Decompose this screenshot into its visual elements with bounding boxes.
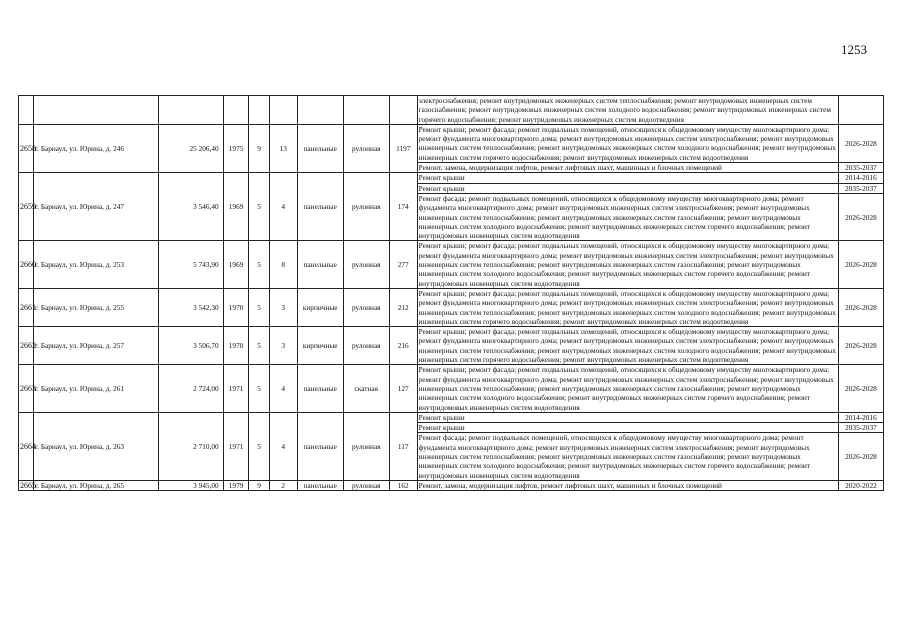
row-work-period: 2035-2037 bbox=[838, 423, 883, 433]
row-residents: 277 bbox=[389, 241, 417, 289]
row-work-period: 2026-2028 bbox=[838, 124, 883, 162]
row-work-description: Ремонт крыши; ремонт фасада; ремонт подвальных помещений, относящихся к общедомовому имуществу многоквартирного дома; ремонт фундамента многоквартирного дома; ремонт внутридомовых инженерных систем электроснабжения; ремонт внутридомовых инженерных систем теплоснабжения; ремонт внутридомовых инженерных систем газоснабжения; ремонт внутридомовых инженерных систем холодного водоснабжения; ремонт внутридомовых инженерных систем горячего водоснабжения; ремонт внутридомовых инженерных систем водоотведения bbox=[417, 365, 838, 413]
row-work-period: 2035-2037 bbox=[838, 163, 883, 173]
row-work-period: 2026-2028 bbox=[838, 433, 883, 481]
row-work-description: Ремонт фасада; ремонт подвальных помещений, относящихся к общедомовому имуществу многоквартирного дома; ремонт фундамента многоквартирного дома; ремонт внутридомовых инженерных систем электроснабжения; ремонт внутридомовых инженерных систем теплоснабжения; ремонт внутридомовых инженерных систем газоснабжения; ремонт внутридомовых инженерных систем холодного водоснабжения; ремонт внутридомовых инженерных систем горячего водоснабжения; ремонт внутридомовых инженерных систем водоотведения bbox=[417, 433, 838, 481]
row-work-description: Ремонт крыши bbox=[417, 423, 838, 433]
row-area: 3 506,70 bbox=[159, 327, 223, 365]
row-work-description: Ремонт крыши; ремонт фасада; ремонт подвальных помещений, относящихся к общедомовому имуществу многоквартирного дома; ремонт фундамента многоквартирного дома; ремонт внутридомовых инженерных систем электроснабжения; ремонт внутридомовых инженерных систем теплоснабжения; ремонт внутридомовых инженерных систем холодного водоснабжения; ремонт внутридомовых инженерных систем горячего водоснабжения; ремонт внутридомовых инженерных систем водоотведения bbox=[417, 288, 838, 326]
row-year bbox=[223, 96, 249, 125]
row-roof-type: рулонная bbox=[343, 173, 389, 241]
row-floors: 9 bbox=[249, 124, 269, 172]
row-work-period: 2035-2037 bbox=[838, 183, 883, 193]
table-row bbox=[19, 365, 884, 413]
row-wall-material bbox=[297, 96, 343, 125]
row-number: 2661 bbox=[19, 288, 34, 326]
row-address: г. Барнаул, ул. Юрина, д. 265 bbox=[34, 480, 159, 490]
row-residents: 174 bbox=[389, 173, 417, 241]
row-residents: 1197 bbox=[389, 124, 417, 172]
housing-register-table bbox=[18, 95, 884, 491]
row-area: 5 743,90 bbox=[159, 241, 223, 289]
row-address bbox=[34, 96, 159, 125]
row-floors: 5 bbox=[249, 241, 269, 289]
row-floors: 5 bbox=[249, 173, 269, 241]
row-area: 3 945,00 bbox=[159, 480, 223, 490]
row-roof-type bbox=[343, 96, 389, 125]
row-address: г. Барнаул, ул. Юрина, д. 261 bbox=[34, 365, 159, 413]
table-row bbox=[19, 241, 884, 289]
row-floors: 5 bbox=[249, 327, 269, 365]
row-address: г. Барнаул, ул. Юрина, д. 255 bbox=[34, 288, 159, 326]
row-year: 1969 bbox=[223, 173, 249, 241]
row-work-description: Ремонт крыши; ремонт фасада; ремонт подвальных помещений, относящихся к общедомовому имуществу многоквартирного дома; ремонт фундамента многоквартирного дома; ремонт внутридомовых инженерных систем электроснабжения; ремонт внутридомовых инженерных систем теплоснабжения; ремонт внутридомовых инженерных систем холодного водоснабжения; ремонт внутридомовых инженерных систем горячего водоснабжения; ремонт внутридомовых инженерных систем водоотведения bbox=[417, 124, 838, 162]
row-wall-material: кирпичные bbox=[297, 327, 343, 365]
row-residents: 162 bbox=[389, 480, 417, 490]
row-work-period: 2026-2028 bbox=[838, 193, 883, 241]
row-entrances: 4 bbox=[269, 412, 297, 480]
row-number: 2659 bbox=[19, 173, 34, 241]
row-entrances: 13 bbox=[269, 124, 297, 172]
row-work-period: 2026-2028 bbox=[838, 241, 883, 289]
row-entrances: 8 bbox=[269, 241, 297, 289]
table-row bbox=[19, 96, 884, 125]
row-number: 2660 bbox=[19, 241, 34, 289]
row-floors bbox=[249, 96, 269, 125]
row-floors: 5 bbox=[249, 288, 269, 326]
page-number: 1253 bbox=[841, 42, 867, 57]
row-residents: 117 bbox=[389, 412, 417, 480]
row-wall-material: панельные bbox=[297, 480, 343, 490]
table-row bbox=[19, 173, 884, 183]
row-year: 1975 bbox=[223, 124, 249, 172]
row-year: 1971 bbox=[223, 412, 249, 480]
row-number: 2662 bbox=[19, 327, 34, 365]
table-row bbox=[19, 480, 884, 490]
row-wall-material: панельные bbox=[297, 241, 343, 289]
row-area: 2 710,00 bbox=[159, 412, 223, 480]
row-entrances: 4 bbox=[269, 365, 297, 413]
table-row bbox=[19, 412, 884, 422]
row-year: 1970 bbox=[223, 288, 249, 326]
row-number: 2663 bbox=[19, 365, 34, 413]
row-roof-type: рулонная bbox=[343, 327, 389, 365]
row-work-description: Ремонт крыши bbox=[417, 183, 838, 193]
row-year: 1971 bbox=[223, 365, 249, 413]
row-residents: 127 bbox=[389, 365, 417, 413]
row-residents bbox=[389, 96, 417, 125]
row-roof-type: рулонная bbox=[343, 241, 389, 289]
row-work-description: Ремонт, замена, модернизация лифтов, ремонт лифтовых шахт, машинных и блочных помещений bbox=[417, 163, 838, 173]
row-roof-type: рулонная bbox=[343, 124, 389, 172]
row-address: г. Барнаул, ул. Юрина, д. 246 bbox=[34, 124, 159, 172]
row-work-description: Ремонт крыши bbox=[417, 412, 838, 422]
row-work-description: Ремонт крыши; ремонт фасада; ремонт подвальных помещений, относящихся к общедомовому имуществу многоквартирного дома; ремонт фундамента многоквартирного дома; ремонт внутридомовых инженерных систем электроснабжения; ремонт внутридомовых инженерных систем теплоснабжения; ремонт внутридомовых инженерных систем холодного водоснабжения; ремонт внутридомовых инженерных систем горячего водоснабжения; ремонт внутридомовых инженерных систем водоотведения bbox=[417, 327, 838, 365]
row-entrances: 2 bbox=[269, 480, 297, 490]
row-residents: 212 bbox=[389, 288, 417, 326]
row-area bbox=[159, 96, 223, 125]
row-roof-type: скатная bbox=[343, 365, 389, 413]
row-work-description: Ремонт, замена, модернизация лифтов, ремонт лифтовых шахт, машинных и блочных помещений bbox=[417, 480, 838, 490]
row-wall-material: панельные bbox=[297, 365, 343, 413]
row-entrances: 3 bbox=[269, 327, 297, 365]
row-work-period: 2020-2022 bbox=[838, 480, 883, 490]
row-number bbox=[19, 96, 34, 125]
row-work-period: 2026-2028 bbox=[838, 327, 883, 365]
row-work-period bbox=[838, 96, 883, 125]
row-work-period: 2014-2016 bbox=[838, 173, 883, 183]
row-roof-type: рулонная bbox=[343, 480, 389, 490]
row-residents: 216 bbox=[389, 327, 417, 365]
table-body bbox=[19, 96, 884, 491]
table-row bbox=[19, 124, 884, 162]
row-roof-type: рулонная bbox=[343, 412, 389, 480]
row-entrances: 4 bbox=[269, 173, 297, 241]
row-wall-material: панельные bbox=[297, 412, 343, 480]
row-floors: 9 bbox=[249, 480, 269, 490]
row-wall-material: кирпичные bbox=[297, 288, 343, 326]
row-year: 1970 bbox=[223, 327, 249, 365]
row-area: 3 546,40 bbox=[159, 173, 223, 241]
row-work-description: электроснабжения; ремонт внутридомовых инженерных систем теплоснабжения; ремонт внутридомовых инженерных систем газоснабжения; ремонт внутридомовых инженерных систем холодного водоснабжения; ремонт внутридомовых инженерных систем горячего водоснабжения; ремонт внутридомовых инженерных систем водоотведения bbox=[417, 96, 838, 125]
row-area: 25 206,40 bbox=[159, 124, 223, 172]
row-work-description: Ремонт фасада; ремонт подвальных помещений, относящихся к общедомовому имуществу многоквартирного дома; ремонт фундамента многоквартирного дома; ремонт внутридомовых инженерных систем электроснабжения; ремонт внутридомовых инженерных систем теплоснабжения; ремонт внутридомовых инженерных систем газоснабжения; ремонт внутридомовых инженерных систем холодного водоснабжения; ремонт внутридомовых инженерных систем горячего водоснабжения; ремонт внутридомовых инженерных систем водоотведения bbox=[417, 193, 838, 241]
row-number: 2658 bbox=[19, 124, 34, 172]
row-area: 2 724,00 bbox=[159, 365, 223, 413]
row-roof-type: рулонная bbox=[343, 288, 389, 326]
row-wall-material: панельные bbox=[297, 173, 343, 241]
row-year: 1969 bbox=[223, 241, 249, 289]
row-floors: 5 bbox=[249, 365, 269, 413]
row-work-description: Ремонт крыши; ремонт фасада; ремонт подвальных помещений, относящихся к общедомовому имуществу многоквартирного дома; ремонт фундамента многоквартирного дома; ремонт внутридомовых инженерных систем электроснабжения; ремонт внутридомовых инженерных систем теплоснабжения; ремонт внутридомовых инженерных систем газоснабжения; ремонт внутридомовых инженерных систем холодного водоснабжения; ремонт внутридомовых инженерных систем горячего водоснабжения; ремонт внутридомовых инженерных систем водоотведения bbox=[417, 241, 838, 289]
row-work-period: 2014-2016 bbox=[838, 412, 883, 422]
row-work-description: Ремонт крыши bbox=[417, 173, 838, 183]
row-address: г. Барнаул, ул. Юрина, д. 257 bbox=[34, 327, 159, 365]
row-address: г. Барнаул, ул. Юрина, д. 253 bbox=[34, 241, 159, 289]
row-wall-material: панельные bbox=[297, 124, 343, 172]
row-number: 2665 bbox=[20, 480, 36, 490]
row-address: г. Барнаул, ул. Юрина, д. 263 bbox=[34, 412, 159, 480]
table-row bbox=[19, 288, 884, 326]
row-entrances bbox=[269, 96, 297, 125]
row-number: 2664 bbox=[19, 412, 34, 480]
row-area: 3 542,30 bbox=[159, 288, 223, 326]
row-work-period: 2026-2028 bbox=[838, 365, 883, 413]
row-year: 1979 bbox=[223, 480, 249, 490]
row-work-period: 2026-2028 bbox=[838, 288, 883, 326]
table-row bbox=[19, 327, 884, 365]
row-address: г. Барнаул, ул. Юрина, д. 247 bbox=[34, 173, 159, 241]
row-entrances: 3 bbox=[269, 288, 297, 326]
row-floors: 5 bbox=[249, 412, 269, 480]
